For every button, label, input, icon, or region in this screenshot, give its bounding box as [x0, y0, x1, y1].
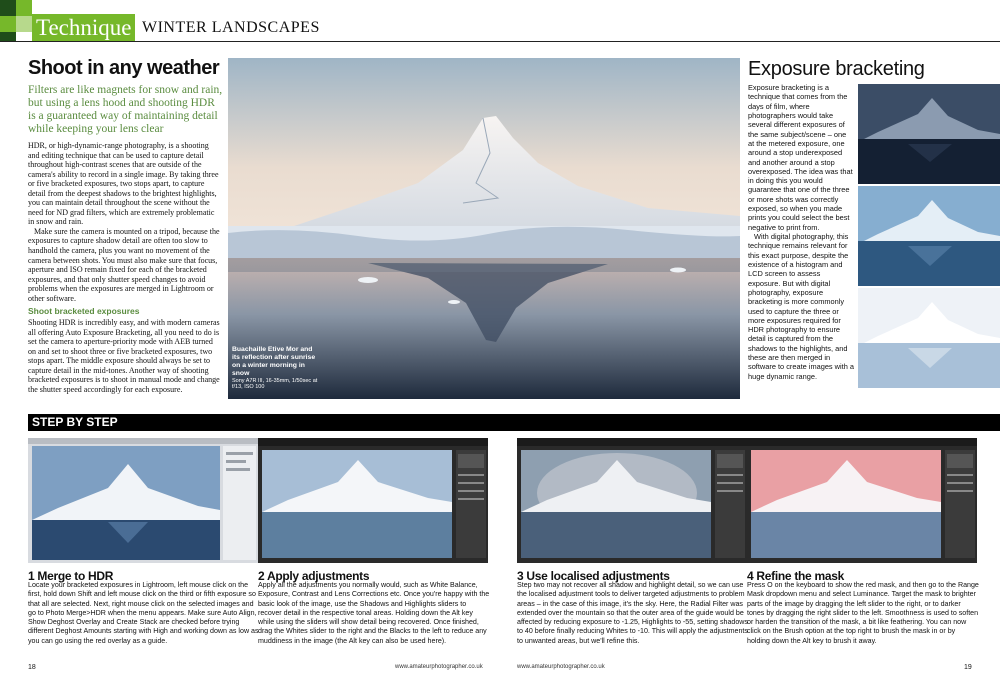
step-3-title: Use localised adjustments — [526, 569, 670, 583]
sidebar-body — [748, 83, 854, 381]
sidebar-paragraph-1: Exposure bracketing is a technique that comes from the days of film, where photographers would take several different exposures of the same subject/scene – one at the metered exposure, one around a stop underexposed and another around a stop overexposed. The idea was that in doing this you would guarantee that one of the three or more shots was correctly exposed, so when you made prints you could select the best negative to print from. — [748, 83, 853, 232]
step-2-screenshot — [258, 438, 488, 563]
step-by-step-bar — [28, 414, 1000, 431]
article-subhead: Shoot bracketed exposures — [28, 306, 140, 316]
bracket-thumb-underexposed — [858, 84, 1000, 184]
footer-url-right[interactable]: www.amateurphotographer.co.uk — [517, 664, 605, 670]
article-paragraph-3: Shooting HDR is incredibly easy, and with modern cameras all offering Auto Exposure Bracketing, all you need to do is set the camera to aperture-priority mode with AEB turned on and set to shoot three or five bracketed exposures, two stops apart. The middle exposure should always be set to capture detail in the mid-tones. Another way of shooting bracketed exposures is to shoot in manual mode and change the shutter speed accordingly for each exposure. — [28, 318, 220, 394]
step-3-number: 3 — [517, 569, 524, 583]
step-2-number: 2 — [258, 569, 265, 583]
step-4-number: 4 — [747, 569, 754, 583]
header-square-5 — [0, 32, 16, 41]
step-3-text: Step two may not recover all shadow and highlight detail, so we can use the localised adjustment tools to deliver targeted adjustments to problem areas – in the case of this image, it's the sky. Here, the Radial Filter was extended over the mountain so that the outer area of the guide would be affected by reducing exposure to -1.25, Highlights to -55, setting shadows to 40 before finally reducing Whites to -10. This will apply the adjustments to unwanted areas, but we'll refine this. — [517, 581, 748, 645]
step-by-step-title: STEP BY STEP — [32, 415, 118, 429]
hdr-merge-screenshot — [28, 438, 258, 563]
article-body — [28, 141, 221, 303]
localised-adjustments-screenshot — [517, 438, 747, 563]
step-1-title: Merge to HDR — [37, 569, 114, 583]
sidebar-heading: Exposure bracketing — [748, 58, 925, 80]
sidebar-paragraph-2: With digital photography, this technique remains relevant for this exact purpose, despite the existence of a histogram and LCD screen to assess exposure. But with digital photography, exposure bracketing is more commonly used to capture the three or more exposures required for HDR photography to ensure detail is captured from the shadows to the highlights, and these are then merged in software to create images with a huge dynamic range. — [748, 232, 854, 381]
step-4-title: Refine the mask — [756, 569, 844, 583]
folio-right: 19 — [964, 664, 972, 671]
article-paragraph-2: Make sure the camera is mounted on a tripod, because the exposures to capture shadow detail are often too slow to handhold the camera, plus you want no movement of the camera between shots. You must also make sure that focus, aperture and ISO remain fixed for each of the bracketed exposures, and that only shutter speed changes to avoid problems when the exposures are merged in Lightroom or other software. — [28, 226, 220, 303]
step-4-text: Press O on the keyboard to show the red mask, and then go to the Range Mask dropdown menu and select Luminance. Target the mask to brighter parts of the image by dragging the left slider to the right, or to darker tones by dragging the right slider to the left. Smoothness is used to soften or harden the transition of the mask, a bit like feathering. You can now click on the Brush option at the top right to brush the mask in or by holding down the Alt key to brush it away. — [747, 581, 979, 645]
header-square-1 — [0, 0, 16, 16]
step-2-text: Apply all the adjustments you normally would, such as White Balance, Exposure, Contrast and Lens Corrections etc. Once you're happy with the basic look of the image, use the Shadows and Highlights sliders to recover detail in the respective tonal areas. Holding down the Alt key while using the sliders will show detail being recovered. Once finished, drag the Whites slider to the right and the Blacks to the left to reduce any muddiness in the image (the Alt key can also be used here). — [258, 581, 490, 645]
step-4-screenshot — [747, 438, 977, 563]
step-1-screenshot — [28, 438, 258, 563]
photo-caption — [232, 346, 322, 391]
overexposed-image — [858, 288, 1000, 388]
refine-mask-screenshot — [747, 438, 977, 563]
step-1-number: 1 — [28, 569, 35, 583]
underexposed-image — [858, 84, 1000, 184]
header-square-2 — [16, 0, 32, 16]
photo-caption-text: Buachaille Etive Mor and its reflection after sunrise on a winter morning in snow — [232, 346, 316, 377]
header-rule — [0, 41, 1000, 42]
bracket-thumb-metered — [858, 186, 1000, 286]
article-headline: Shoot in any weather — [28, 57, 220, 79]
article-standfirst: Filters are like magnets for snow and rain, but using a lens hood and shooting HDR is a guaranteed way of maintaining detail while keeping your lens clear — [28, 84, 223, 135]
apply-adjustments-screenshot — [258, 438, 488, 563]
section-title: WINTER LANDSCAPES — [142, 19, 320, 36]
article-paragraph-1: HDR, or high-dynamic-range photography, is a shooting and editing technique that can be used to capture detail throughout high-contrast scenes that are outside of the camera's ability to record in a single image. By taking three or five bracketed exposures, two stops apart, to capture detail from the deepest shadows to the brightest highlights, you can maintain detail throughout the scene without the need for ND grad filters, which are extremely problematic in snow and rain. — [28, 141, 219, 227]
step-2-title: Apply adjustments — [266, 569, 370, 583]
folio-left: 18 — [28, 664, 36, 671]
section-label: Technique — [32, 14, 135, 42]
header-square-4 — [0, 16, 16, 32]
footer-url-left[interactable]: www.amateurphotographer.co.uk — [395, 664, 483, 670]
bracket-thumb-overexposed — [858, 288, 1000, 388]
step-1-text: Locate your bracketed exposures in Lightroom, left mouse click on the first, hold down Shift and left mouse click on the third or fifth exposure so that all are selected. Next, right mouse click on the selected images and go to Photo Merge>HDR when the menu appears. Make sure Auto Align, Show Deghost Overlay and Create Stack are checked before trying different Deghost Amounts starting with High and working down as low as you can go using the red overlay as a guide. — [28, 581, 259, 645]
step-3-screenshot — [517, 438, 747, 563]
metered-image — [858, 186, 1000, 286]
photo-credit: Sony A7R III, 16-35mm, 1/50sec at f/13, ISO 100 — [232, 378, 318, 391]
header-square-3 — [16, 16, 32, 32]
